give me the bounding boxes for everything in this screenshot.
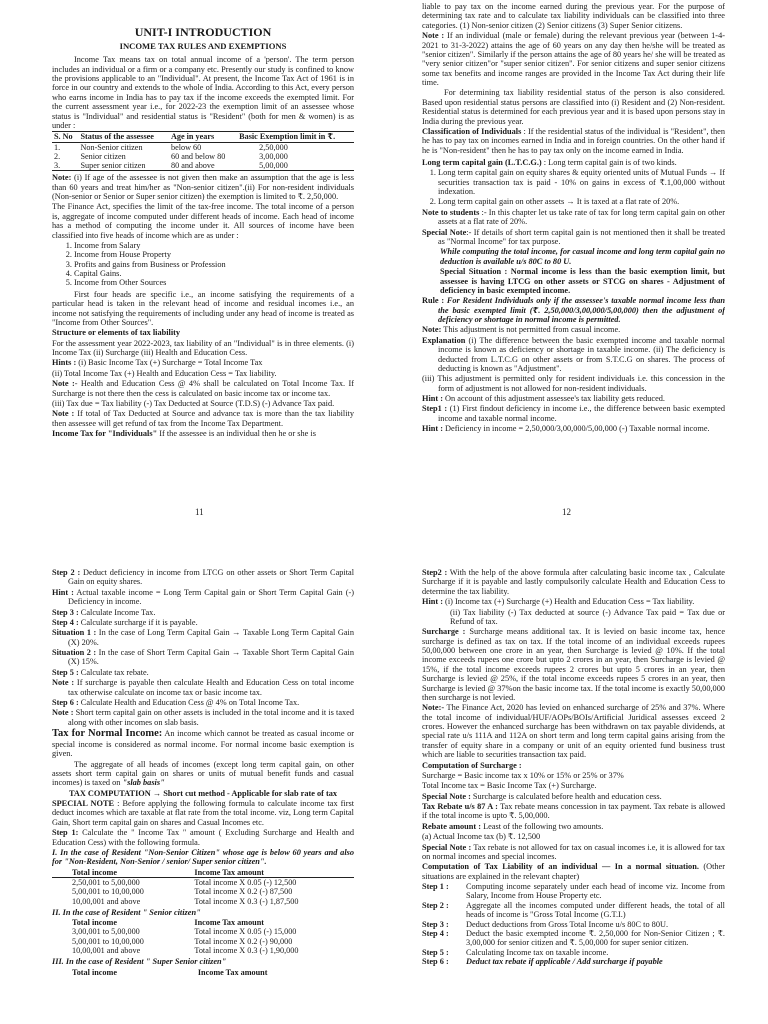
note-label: Note : <box>52 409 75 419</box>
step-label: Step 5 : <box>422 947 449 957</box>
table-header: Income Tax amount <box>192 868 354 878</box>
residential-paragraph: For determining tax liability residential status of the person is also considered. Based upon residential status persons are classified into (i) Resident and (2) Non-resident. Residential status is determined for each previous year and it is based upon persons stay in India during the previous year. <box>422 88 725 126</box>
note-label: Special Note : <box>422 791 471 801</box>
lead-paragraph: liable to pay tax on the income earned during the previous year. For the purpose of determining tax rate and to calculate tax liability individuals can be classified into three categories. (1) Non-senior citizen (2) Senior citizens (3) Super Senior citizens. <box>422 2 725 30</box>
first-four-paragraph: First four heads are specific i.e., an income satisfying the requirements of a particular head is taken in the relevant head of income and residual incomes i.e., an income not satisfying the requirements of including under any head of income is treated as "Income from Other Sources". <box>52 289 354 327</box>
step-text: Deduct the basic exempted income ₹. 2,50,000 for Non-Senior Citizen ; ₹. 3,00,000 for senior citizen and ₹. 5,00,000 for super senior citizen. <box>466 928 725 948</box>
step6-paragraph <box>52 698 354 707</box>
hint-label: Hint : <box>52 587 74 597</box>
table-row <box>52 937 354 946</box>
table-header: S. No <box>52 132 78 142</box>
surcharge-computation-heading: Computation of Surcharge : <box>422 760 522 770</box>
explanation-paragraph <box>422 336 725 374</box>
step-label: Step 2 : <box>52 568 81 577</box>
special-note-emphasis: While computing the total income, for casual income and long term capital gain no deduction is available u/s 80C to 80 U. <box>440 247 725 266</box>
aggregate-text: The aggregate of all heads of incomes (except long term capital gain, on other assets short term capital gain on shares or units of mutual benefit funds and casual incomes) is taxed on <box>52 759 354 788</box>
table-header: Income Tax amount <box>197 967 268 977</box>
table-cell: Total income X 0.2 (-) 90,000 <box>194 936 293 946</box>
hint2-paragraph <box>422 424 725 433</box>
step4-paragraph <box>52 618 354 627</box>
step-label: Step 3 : <box>422 919 449 929</box>
step-row <box>422 920 725 929</box>
normal-income-text: An income which cannot be treated as casual income or special income is considered as normal income. For normal income basic exemption is given. <box>52 729 354 759</box>
rule-label: Rule : <box>422 296 445 306</box>
step-label: Step 4 : <box>422 928 449 938</box>
table-header: Basic Exemption limit in ₹. <box>237 132 354 142</box>
surcharge-text: Surcharge means additional tax. It is levied on basic income tax, hence surcharge is defined as tax on tax. If the total income of an individual exceeds rupees 50,00,000 between one crore in an year, then Surcharge is levied @ 10%. If the total income exceeds rupees one crore but upto 2 crores in an year, then Surcharge is levied @ 15%, if the total income exceeds rupees 2 crores but upto 5 crores in an year, then Surcharge is levied @ 25%, if the total income exceeds rupees 5 crores in an year, then Surcharge is levied @ 37%on the basic income tax. If the total income is exactly 50,00,000 then surcharge is not levied. <box>422 627 725 702</box>
list-item: 5. Income from Other Sources <box>74 278 354 287</box>
step5-paragraph <box>52 668 354 677</box>
note-text: The Finance Act, 2020 has levied on enhanced surcharge of 25% and 37%. Where the total income of individual/HUF/AOPs/BOIs/Artificial Juridical assesses exceed 2 crores. However the enhanced surcharge has been withdrawn on tax payable dividends, at special rate u/s 111A and 112A on short term and long term capital gains arising from the transfer of equity share in a company or unit of an equity oriented fund business trust which are liable to securities transaction tax paid. <box>422 703 725 760</box>
tax-due-line: (iii) Tax due = Tax liability (-) Tax Deducted at Source (T.D.S) (-) Advance Tax paid. <box>52 398 335 408</box>
note2-paragraph <box>52 708 354 727</box>
surcharge-paragraph <box>422 627 725 702</box>
list-item: 1. Long term capital gain on equity shares & equity oriented units of Mutual Funds → If securities transaction tax is paid - 10% on gains in excess of ₹.1,00,000 without indexation. <box>438 168 725 196</box>
surcharge-formula: Surcharge = Basic income tax x 10% or 15% or 25% or 37% <box>422 770 624 780</box>
rebate-text: Tax rebate means concession in tax payment. Tax rebate is allowed if the total income is upto ₹. 5,00,000. <box>422 802 725 821</box>
table-header-row <box>52 132 354 142</box>
table-header: Total income <box>52 868 192 878</box>
list-item: 2. Long term capital gain on other assets → It is taxed at a flat rate of 20%. <box>438 197 725 206</box>
table-cell: Total income X 0.05 (-) 15,000 <box>194 927 297 937</box>
note-paragraph <box>422 703 725 759</box>
table-row <box>52 152 354 161</box>
aggregate-emphasis: "slab basis" <box>122 778 165 788</box>
note-text: If an individual (male or female) during the relevant previous year (between 1-4-2021 to 31-3-2022) attains the age of 60 years on any day then he/she will be treated as "senior citizen". Similarly if the person attains the age of 80 years he/ she will be treated as "very senior citizen"or "super senior citizen". For senior citizens and super senior citizens some tax benefits and income ranges are provided in the Income Tax Act during their life time. <box>422 31 725 87</box>
step-row <box>422 882 725 901</box>
step-text: Deduct deductions from Gross Total Income u/s 80C to 80U. <box>466 919 669 929</box>
table-row <box>52 946 354 955</box>
hint-text: Deficiency in income = 2,50,000/3,00,000/5,00,000 (-) Taxable normal income. <box>442 424 710 434</box>
computation-heading: TAX COMPUTATION → Short cut method - Applicable for slab rate of tax <box>68 788 338 798</box>
classification-text: : If the residential status of the individual is "Resident", then he has to pay tax on incomes earned in India and in foreign countries. On the other hand if he is "Non-resident" then he has to pay tax only on the income earned in India. <box>422 126 725 155</box>
step-row <box>422 901 725 920</box>
note-paragraph <box>52 678 354 697</box>
note-label: Note : <box>52 708 74 718</box>
list-item: 1. Income from Salary <box>74 241 354 250</box>
explanation-label: Explanation <box>422 335 466 345</box>
note-text: (i) If age of the assessee is not given then make an assumption that the age is less than 60 years and treat him/her as "Non-senior citizen".(ii) For non-resident individuals (Non-senior or Senior or Super senior citizen) the exemption is limited to ₹. 2,50,000. <box>52 173 354 202</box>
tax-liability-text: (Other situations are explained in the relevant chapter) <box>422 862 725 881</box>
step-label: Step 6 : <box>422 957 449 966</box>
step-label: Step2 : <box>422 568 448 577</box>
normal-income-heading: Tax for Normal Income: <box>52 728 163 739</box>
step3-paragraph <box>52 608 354 617</box>
note3-paragraph <box>52 409 354 428</box>
table-header: Income Tax amount <box>194 918 265 928</box>
note-label: Special Note : <box>422 842 472 852</box>
situation-label: Situation 2 : <box>52 648 97 657</box>
slab-table-1 <box>52 868 354 906</box>
step-row <box>422 948 725 957</box>
step-text: (1) First findout deficiency in income i.e., the difference between basic exempted income and taxable normal income. <box>438 404 725 423</box>
tax-liability-label: Computation of Tax Liability of an individual — In a normal situation. <box>422 862 699 872</box>
table-row <box>52 887 354 896</box>
surcharge-label: Surcharge : <box>422 627 466 637</box>
step-text: Aggregate all the incomes computed under different heads, the total of all heads of income is "Gross Total Income (G.T.I.) <box>466 900 725 920</box>
list-item: 2. Income from House Property <box>74 250 354 259</box>
note-text: - Health and Education Cess @ 4% shall be calculated on Total Income Tax. If Surcharge is not there then the cess is calculated on basic income tax or income tax. <box>52 379 354 398</box>
list-item: 3. Profits and gains from Business or Profession <box>74 260 354 269</box>
note-paragraph <box>52 173 354 201</box>
hint-text: (i) Income tax (+) Surcharge (+) Health and Education Cess = Tax liability. <box>442 597 695 607</box>
table-header: Age in years <box>169 132 237 142</box>
list-item: 4. Capital Gains. <box>74 269 354 278</box>
hint-text: On account of this adjustment assessee's tax liability gets reduced. <box>442 394 665 403</box>
note-text: If total of Tax Deducted at Source and advance tax is more than the tax liability then assessee will get refund of tax from the Income Tax Department. <box>52 409 354 428</box>
step2-paragraph <box>52 568 354 587</box>
step-label: Step 5 : <box>52 667 79 677</box>
table-cell: Super senior citizen <box>80 161 146 171</box>
step-text: Calculate tax rebate. <box>78 667 149 677</box>
page-13 <box>52 568 354 1024</box>
special-note-paragraph <box>422 792 725 801</box>
special-note-paragraph <box>52 799 354 827</box>
hint-paragraph <box>52 588 354 607</box>
case-label: III. <box>52 957 64 967</box>
note-label: Note to students <box>422 207 480 217</box>
step-row <box>422 957 725 966</box>
table-row <box>52 878 354 888</box>
rule-text: For Resident Individuals only if the assessee's taxable normal income less than the basic exempted limit (₹. 2,50,000/3,00,000/5,00,000) then the adjustment of deficiency or shortage in normal income is permitted. <box>438 296 725 324</box>
special-situation: Special Situation : Normal income is less than the basic exemption limit, but assessee is having LTCG on other assets or STCG on shares - Adjustment of deficiency in basic exempted income. <box>440 267 725 295</box>
step-text: Deduct deficiency in income from LTCG on other assets or Short Term Capital Gain on equity shares. <box>68 568 354 587</box>
finance-act-paragraph: The Finance Act, specifies the limit of the tax-free income. The total income of a person is, aggregate of income computed under different heads of income. Each head of income has a method of computing the income under it. All sources of income have been classified into five heads of income which are as under : <box>52 202 354 240</box>
table-cell: 3. <box>54 161 61 171</box>
table-cell: 80 and above <box>170 161 215 171</box>
table-header-row <box>52 868 354 878</box>
hint-label: Hint : <box>422 597 443 607</box>
table-cell: 5,00,001 to 10,00,000 <box>72 936 144 946</box>
hint-paragraph <box>422 394 725 403</box>
step1-paragraph <box>422 404 725 423</box>
hint-label: Hint : <box>422 424 443 434</box>
step-text: Calculate Income Tax. <box>78 607 156 617</box>
note2-paragraph <box>52 379 354 398</box>
hints-label: Hints : <box>52 358 77 368</box>
page-number-11: 11 <box>195 507 204 517</box>
table-cell: 10,00,001 and above <box>72 945 141 955</box>
table-cell: below 60 <box>170 142 202 152</box>
case-text: In the case of Resident " Super Senior citizen" <box>63 957 227 967</box>
step-label: Step 1 : <box>422 882 449 891</box>
step-label: Step 1: <box>52 828 79 838</box>
page-12 <box>422 2 725 508</box>
ltcg-list <box>422 168 725 206</box>
note-text: Short term capital gain on other assets is included in the total income and it is taxed along with other incomes on slab basis. <box>68 708 354 727</box>
table-cell: Total income X 0.3 (-) 1,90,000 <box>194 945 299 955</box>
intro-paragraph: Income Tax means tax on total annual income of a 'person'. The term person includes an individual or a firm or a company etc. Presently our study is confined to know the provisions applicable to an "Individual". At present, the Income Tax Act of 1961 is in force in our country and extends to the whole of India. According to this Act, every person who earns income in India has to pay tax if the income exceeds the exempted limit. For the current assessment year i.e., for 2022-23 the exemption limit of an assessee whose status is "Individual" and residential status is "Resident" (both for men & women) is as under : <box>52 55 354 130</box>
table-header: Status of the assessee <box>78 132 169 142</box>
step-text: Computing income separately under each head of income viz. Income from Salary, Income from House Property etc. <box>466 882 725 901</box>
note-text: If surcharge is payable then calculate Health and Education Cess on total income tax otherwise calculate on income tax or basic income tax. <box>68 678 354 697</box>
aggregate-paragraph <box>52 760 354 788</box>
note-text: : Before applying the following formula to calculate income tax first deduct incomes which are taxable at flat rate from the total income. viz, Long term Capital Gain, Short term capital gain on shares and Casual Incomes etc. <box>52 799 354 827</box>
situation-text: In the case of Short Term Capital Gain → Taxable Short Term Capital Gain (X) 15%. <box>68 648 354 667</box>
rebate-options: (a) Actual Income tax (b) ₹. 12,500 <box>422 832 541 842</box>
situation-label: Situation 1 : <box>52 628 97 638</box>
rebate-label: Tax Rebate u/s 87 A : <box>422 802 498 811</box>
ltcg-label: Long term capital gain (L.T.C.G.) <box>422 158 542 167</box>
page-number-12: 12 <box>562 507 571 517</box>
step-text: With the help of the above formula after calculating basic income tax , Calculate Surcharge if it is payable and lastly compulsorily calculate Health and Education Cess to determine the tax liability. <box>422 568 725 596</box>
step-text: Deduct tax rebate if applicable / Add surcharge if payable <box>466 957 663 966</box>
note-text: :- If details of short term capital gain is not mentioned then it shall be treated as "Normal Income" for tax purpose. <box>438 227 725 246</box>
individuals-text: If the assessee is an individual then he or she is <box>157 429 316 439</box>
table-cell: 3,00,001 to 5,00,000 <box>72 927 140 937</box>
rule-paragraph <box>422 296 725 324</box>
note-text: Surcharge is calculated before health and education cess. <box>470 791 662 801</box>
note-label: Note : <box>52 379 75 389</box>
table-cell: 2. <box>54 151 61 161</box>
heads-of-income-list <box>52 241 354 288</box>
students-note <box>422 208 725 227</box>
hints-line-2: (ii) Total Income Tax (+) Health and Education Cess = Tax liability. <box>52 368 277 378</box>
table-row <box>52 897 354 906</box>
table-row <box>52 142 354 152</box>
situation2-paragraph <box>52 648 354 667</box>
rebate-amount-paragraph <box>422 822 725 831</box>
note-label: Note : <box>52 678 75 688</box>
table-header-row <box>52 968 354 977</box>
hints-text: (i) Basic Income Tax (+) Surcharge = Total Income Tax <box>76 358 263 368</box>
note-text: This adjustment is not permitted from casual income. <box>441 325 621 335</box>
section-subtitle: INCOME TAX RULES AND EXEMPTIONS <box>119 40 287 51</box>
table-cell: Non-Senior citizen <box>80 142 143 152</box>
table-cell: 60 and below 80 <box>170 151 226 161</box>
unit-title: UNIT-I INTRODUCTION <box>134 26 272 39</box>
step-label: Step 6 : <box>52 697 79 707</box>
slab-table-3 <box>52 968 354 977</box>
step2-paragraph <box>422 568 725 596</box>
case1-heading <box>52 848 354 867</box>
table-cell: 10,00,001 and above <box>72 896 141 906</box>
hint-paragraph <box>422 597 725 606</box>
ltcg-text: : Long term capital gain is of two kinds. <box>541 158 677 167</box>
table-row <box>52 161 354 171</box>
individuals-label: Income Tax for "Individuals" <box>52 429 158 439</box>
classification-label: Classification of Individuals <box>422 126 522 136</box>
table-cell: 1. <box>54 142 61 152</box>
step-text: Calculate the " Income Tax " amount ( Excluding Surcharge and Health and Education Cess) with the following formula. <box>52 828 354 847</box>
explanation-text: (i) The difference between the basic exempted income and taxable normal income is known as deficiency or shortage in taxable income. (ii) The deficiency is deducted from L.T.C.G on other assets or from S.T.C.G on shares. The process of deducting is known as "Adjustment". <box>438 335 725 373</box>
hint-text: Actual taxable income = Long Term Capital gain or Short Term Capital Gain (-) Deficiency in income. <box>68 587 354 607</box>
step-label: Step 3 : <box>52 607 79 617</box>
ltcg-paragraph <box>422 158 725 167</box>
step-text: Calculate Health and Education Cess @ 4% on Total Income Tax. <box>78 697 300 707</box>
step-row <box>422 929 725 948</box>
table-row <box>52 927 354 936</box>
hint-line-2: (ii) Tax liability (-) Tax deducted at source (-) Advance Tax paid = Tax due or Refund of tax. <box>450 607 725 626</box>
note-label: Special Note <box>422 227 467 237</box>
tax-liability-heading <box>422 862 725 881</box>
note-text: :- In this chapter let us take rate of tax for long term capital gain on other assets at a flat rate of 20%. <box>438 207 725 227</box>
table-cell: 2,50,001 to 5,00,000 <box>72 878 140 887</box>
step-label: Step 2 : <box>422 900 449 910</box>
case-label: II. <box>52 907 61 917</box>
normal-income-paragraph <box>52 728 354 759</box>
note-label: Note:- <box>422 703 445 713</box>
table-cell: Senior citizen <box>80 151 126 161</box>
note2-paragraph <box>422 325 725 334</box>
situation-text: In the case of Long Term Capital Gain → Taxable Long Term Capital Gain (X) 20%. <box>68 628 354 647</box>
table-cell: 3,00,000 <box>259 151 288 161</box>
page-11 <box>52 26 354 516</box>
table-cell: 5,00,001 to 10,00,000 <box>72 887 144 897</box>
table-header: Total income <box>72 967 117 977</box>
note-label: SPECIAL NOTE <box>52 799 115 809</box>
rebate-amount-text: Least of the following two amounts. <box>481 821 604 831</box>
special-note <box>422 228 725 247</box>
table-cell: Total income X 0.05 (-) 12,500 <box>194 878 297 887</box>
classification-paragraph <box>422 127 725 155</box>
table-cell: Total income X 0.3 (-) 1,87,500 <box>194 896 299 906</box>
exemption-table <box>52 131 354 171</box>
hint-label: Hint : <box>422 394 443 403</box>
table-cell: 5,00,000 <box>259 161 288 171</box>
step1-paragraph <box>52 828 354 847</box>
page-14 <box>422 568 725 1024</box>
note-label: Note: <box>422 325 442 335</box>
situation1-paragraph <box>52 628 354 647</box>
case-text: In the case of Resident "Non-Senior Citizen" whose age is below 60 years and also for "Non-Resident, Non-Senior / senior/ Super senior citizen". <box>52 847 354 867</box>
table-header-row <box>52 918 354 927</box>
step-label: Step1 : <box>422 404 448 414</box>
table-header: Total income <box>72 918 117 928</box>
table-cell: 2,50,000 <box>259 142 288 152</box>
special-note-2-paragraph <box>422 843 725 862</box>
hints-paragraph <box>52 358 354 367</box>
case-label: I. <box>52 847 58 857</box>
individuals-paragraph <box>52 429 354 438</box>
note-label: Note : <box>422 31 445 41</box>
case3-heading <box>52 957 354 966</box>
step-label: Step 4 : <box>52 617 79 627</box>
structure-paragraph: For the assessment year 2022-2023, tax liability of an "Individual" is in three elements. (i) Income Tax (ii) Surcharge (iii) Health and Education Cess. <box>52 338 354 358</box>
case2-heading <box>52 908 354 917</box>
slab-table-2 <box>52 918 354 955</box>
case-text: In the case of Resident " Senior citizen" <box>60 907 201 917</box>
total-income-tax-formula: Total Income tax = Basic Income Tax (+) Surcharge. <box>422 781 597 791</box>
rebate-amount-label: Rebate amount : <box>422 821 481 831</box>
note-text: Tax rebate is not allowed for tax on casual incomes i.e, it is allowed for tax on normal incomes and special incomes. <box>422 842 725 861</box>
note-paragraph <box>422 31 725 87</box>
structure-heading: Structure or elements of tax liability <box>52 328 181 338</box>
rebate-paragraph <box>422 802 725 821</box>
note-label: Note: <box>52 173 72 183</box>
step-text: Calculating Income tax on taxable income. <box>466 947 609 957</box>
table-cell: Total income X 0.2 (-) 87,500 <box>194 887 293 897</box>
explanation-iii: (iii) This adjustment is permitted only for resident individuals i.e. this concession in the form of adjustment is not allowed for non-resident individuals. <box>422 374 725 393</box>
step-text: Calculate surcharge if it is payable. <box>78 617 198 627</box>
